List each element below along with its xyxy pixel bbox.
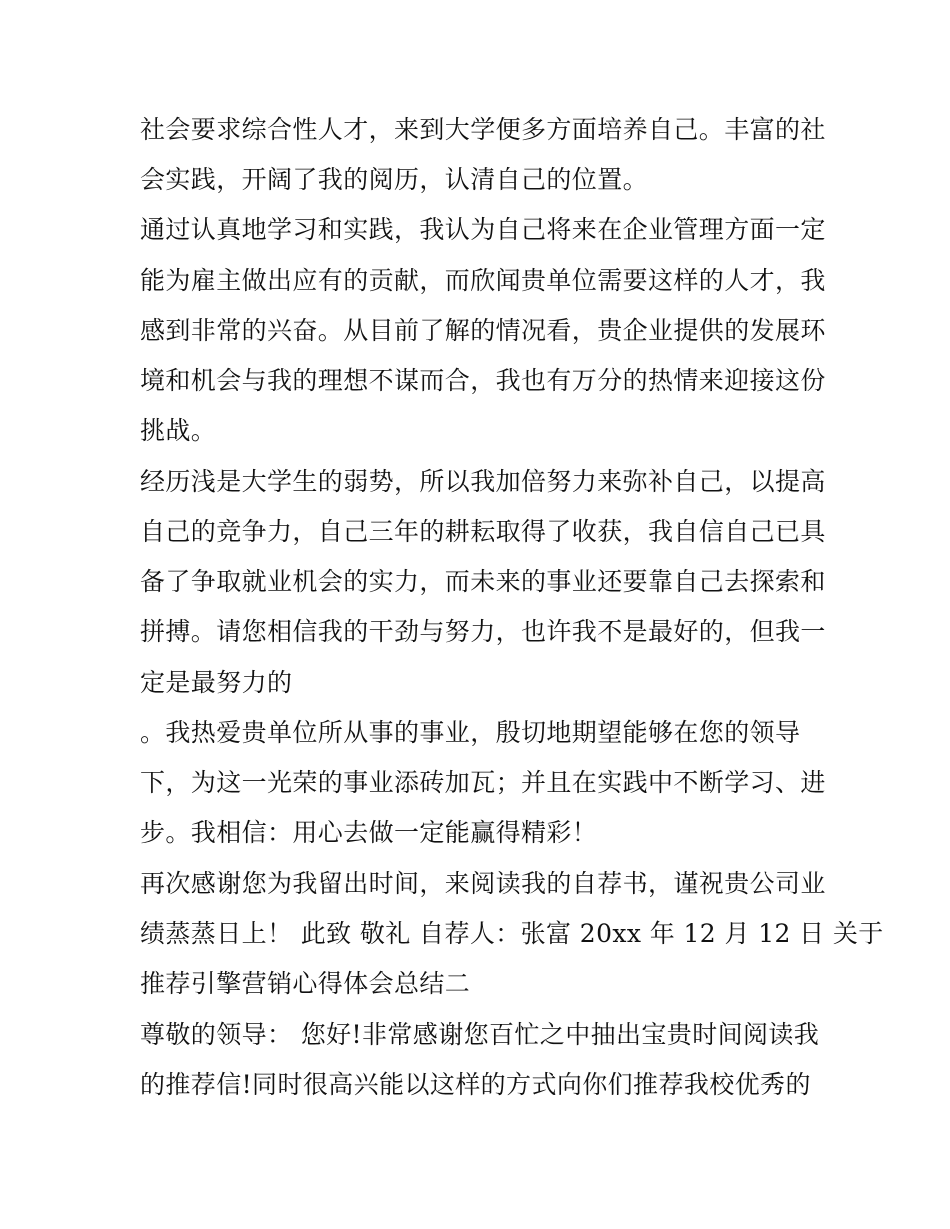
text-line: 会实践，开阔了我的阅历，认清自己的位置。 [140,165,649,194]
text-line: 经历浅是大学生的弱势，所以我加倍努力来弥补自己，以提高 [140,467,826,496]
text-line: 绩蒸蒸日上！ 此致 敬礼 自荐人：张富 20xx 年 12 月 12 日 关于 [140,919,884,948]
text-line: 尊敬的领导： 您好!非常感谢您百忙之中抽出宝贵时间阅读我 [140,1020,820,1049]
text-line: 备了争取就业机会的实力，而未来的事业还要靠自己去探索和 [140,567,826,596]
text-line: 挑战。 [140,416,217,445]
text-line: 感到非常的兴奋。从目前了解的情况看，贵企业提供的发展环 [140,316,826,345]
text-line: 通过认真地学习和实践，我认为自己将来在企业管理方面一定 [140,215,826,244]
text-line: 拼搏。请您相信我的干劲与努力，也许我不是最好的，但我一 [140,617,826,646]
text-line: 推荐引擎营销心得体会总结二 [140,969,471,998]
text-line: 下，为这一光荣的事业添砖加瓦；并且在实践中不断学习、进 [140,768,826,797]
text-line: 步。我相信：用心去做一定能赢得精彩！ [140,818,598,847]
text-line: 。我热爱贵单位所从事的事业，殷切地期望能够在您的领导 [140,718,801,747]
text-line: 定是最努力的 [140,668,293,697]
text-line: 能为雇主做出应有的贡献，而欣闻贵单位需要这样的人才，我 [140,266,826,295]
text-line: 自己的竞争力，自己三年的耕耘取得了收获，我自信自己已具 [140,517,826,546]
text-line: 的推荐信!同时很高兴能以这样的方式向你们推荐我校优秀的 [140,1070,811,1099]
text-line: 社会要求综合性人才，来到大学便多方面培养自己。丰富的社 [140,115,826,144]
text-line: 再次感谢您为我留出时间，来阅读我的自荐书，谨祝贵公司业 [140,869,826,898]
text-line: 境和机会与我的理想不谋而合，我也有万分的热情来迎接这份 [140,366,826,395]
